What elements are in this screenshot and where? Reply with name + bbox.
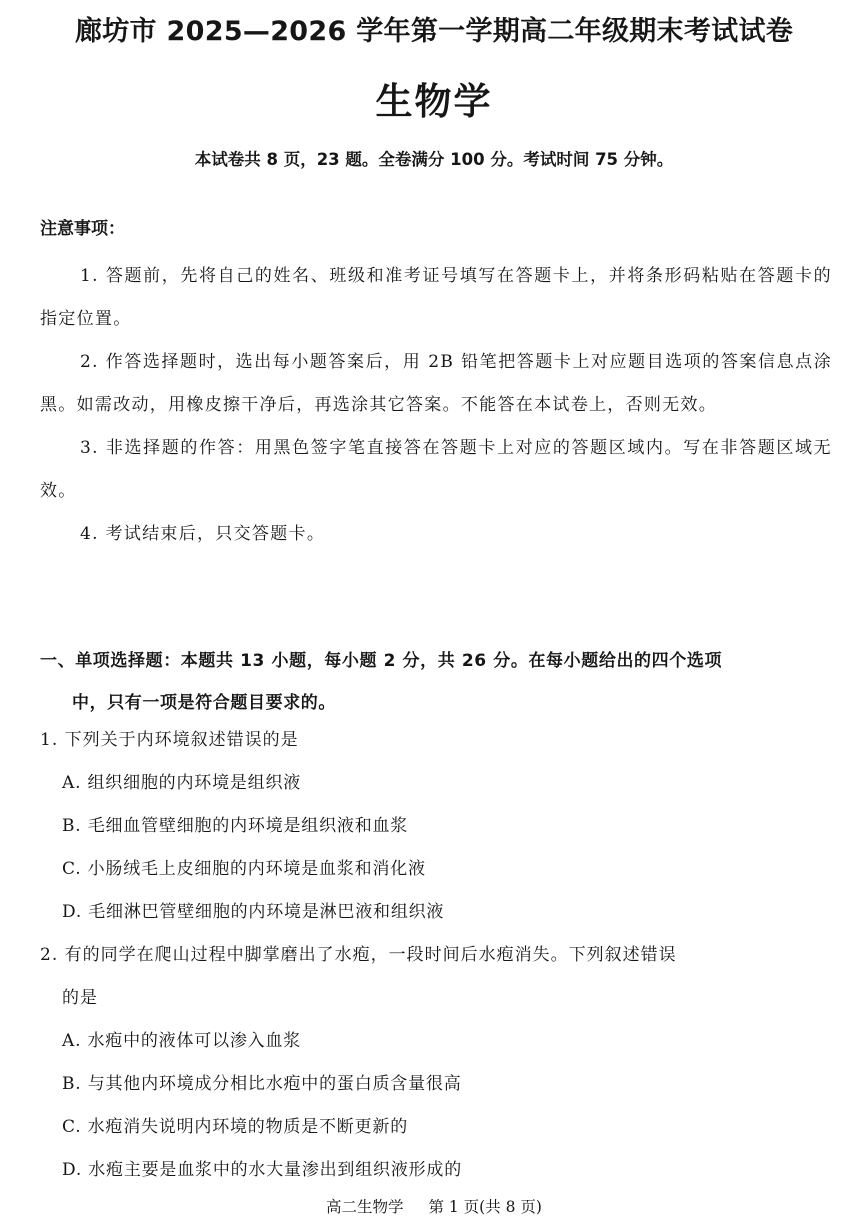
section-heading xyxy=(40,640,840,724)
page-footer xyxy=(0,1195,868,1219)
question-list xyxy=(40,719,832,1192)
option-b: B. 毛细血管壁细胞的内环境是组织液和血浆 xyxy=(62,816,409,836)
question-2 xyxy=(40,934,832,1192)
question-stem: 2. 有的同学在爬山过程中脚掌磨出了水疱，一段时间后水疱消失。下列叙述错误 xyxy=(40,945,677,965)
notice-item: 1. 答题前，先将自己的姓名、班级和准考证号填写在答题卡上，并将条形码粘贴在答题卡的指定位置。 xyxy=(40,266,832,329)
option-c: C. 小肠绒毛上皮细胞的内环境是血浆和消化液 xyxy=(62,859,426,879)
question-stem: 1. 下列关于内环境叙述错误的是 xyxy=(40,730,299,750)
option-a: A. 水疱中的液体可以渗入血浆 xyxy=(62,1031,302,1051)
footer-page-number: 第 1 页(共 8 页) xyxy=(428,1198,542,1216)
option-d: D. 毛细淋巴管壁细胞的内环境是淋巴液和组织液 xyxy=(62,902,445,922)
option-c: C. 水疱消失说明内环境的物质是不断更新的 xyxy=(62,1117,409,1137)
exam-title: 廊坊市 2025—2026 学年第一学期高二年级期末考试试卷 xyxy=(74,16,794,47)
option-d: D. 水疱主要是血浆中的水大量渗出到组织液形成的 xyxy=(62,1160,463,1180)
section-heading-line: 一、单项选择题：本题共 13 小题，每小题 2 分，共 26 分。在每小题给出的四个选项 xyxy=(40,651,723,671)
section-heading-line: 中，只有一项是符合题目要求的。 xyxy=(72,693,336,713)
option-a: A. 组织细胞的内环境是组织液 xyxy=(62,773,302,793)
notice-heading: 注意事项： xyxy=(40,219,125,239)
footer-subject: 高二生物学 xyxy=(326,1198,404,1216)
notice-list xyxy=(40,255,832,556)
option-b: B. 与其他内环境成分相比水疱中的蛋白质含量很高 xyxy=(62,1074,462,1094)
question-1 xyxy=(40,719,832,934)
notice-item: 3. 非选择题的作答：用黑色签字笔直接答在答题卡上对应的答题区域内。写在非答题区域无效。 xyxy=(40,438,832,501)
notice-item: 4. 考试结束后，只交答题卡。 xyxy=(80,524,326,544)
subject-title: 生物学 xyxy=(375,80,493,123)
question-stem-continued: 的是 xyxy=(62,988,98,1008)
notice-item: 2. 作答选择题时，选出每小题答案后，用 2B 铅笔把答题卡上对应题目选项的答案信息点涂黑。如需改动，用橡皮擦干净后，再选涂其它答案。不能答在本试卷上，否则无效。 xyxy=(40,352,832,415)
exam-info: 本试卷共 8 页，23 题。全卷满分 100 分。考试时间 75 分钟。 xyxy=(194,150,674,169)
